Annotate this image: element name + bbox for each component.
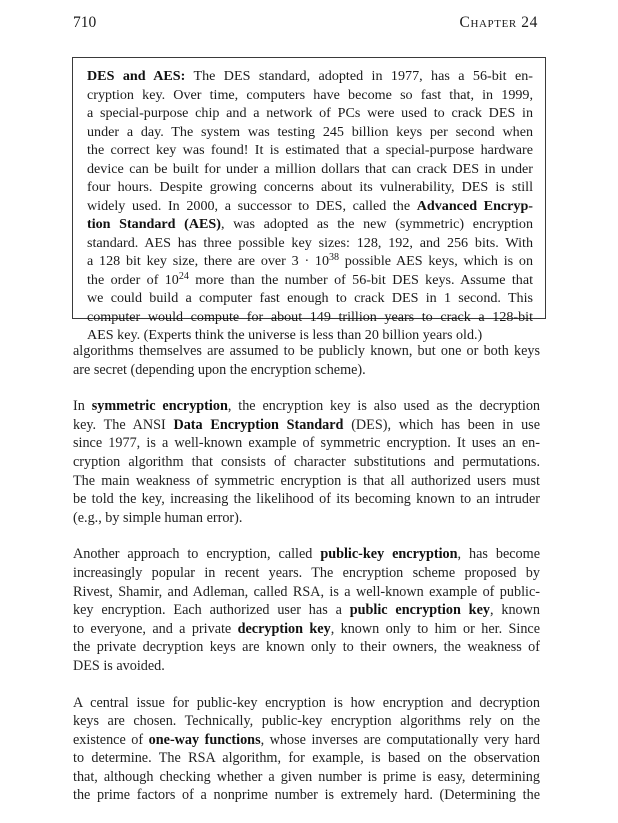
text-line	[87, 160, 533, 179]
text-run: DES is avoided.	[73, 657, 165, 674]
text-run: a special-purpose chip and a network of PCs were used to crack DES in	[87, 105, 533, 121]
text-line	[73, 657, 540, 676]
text-line	[87, 234, 533, 253]
text-run: cryption algorithm that consists of character substitutions and permutations.	[73, 453, 540, 470]
bold-term: decryption key	[237, 620, 331, 637]
text-line	[73, 620, 540, 639]
paragraph	[73, 545, 540, 675]
text-run: standard. AES has three possible key sizes: 128, 192, and 256 bits. With	[87, 234, 533, 251]
text-line	[73, 694, 540, 713]
text-run: widely used. In 2000, a successor to DES, called the	[87, 197, 417, 214]
text-run: , the encryption key is also used as the decryption	[227, 398, 541, 415]
body-text	[73, 342, 540, 823]
page-header	[73, 14, 538, 36]
text-line	[73, 397, 540, 416]
text-line	[73, 434, 540, 453]
text-run: The DES standard, adopted in 1977, has a 56-bit en-	[185, 68, 533, 84]
text-line	[87, 197, 533, 216]
text-run: four hours. Despite growing concerns about its vulnerability, DES is still	[87, 179, 533, 195]
text-run: key. The ANSI	[73, 416, 174, 433]
text-line	[73, 545, 540, 564]
text-run: the order of 10	[87, 271, 179, 288]
text-run: the correct key was found! It is estimated that a special-purpose hardware	[87, 142, 533, 158]
text-line	[73, 786, 540, 805]
text-line	[73, 342, 540, 361]
text-line	[73, 564, 540, 583]
text-run: Another approach to encryption, called	[73, 546, 321, 563]
text-run: to determine. The RSA algorithm, for example, is based on the observation	[73, 750, 540, 767]
paragraph	[73, 342, 540, 379]
text-run: A central issue for public-key encryption is how encryption and decryption	[73, 694, 540, 711]
text-run: Rivest, Shamir, and Adleman, called RSA, is a well-known example of public-	[73, 583, 540, 600]
text-run: (e.g., by simple human error).	[73, 509, 243, 526]
text-run: the prime factors of a nonprime number is extremely hard. (Determining the	[73, 787, 540, 804]
bold-term: one-way functions	[148, 731, 261, 748]
chapter-label: Chapter 24	[459, 14, 538, 31]
bold-term: symmetric encryption	[91, 398, 228, 415]
text-line	[87, 67, 533, 86]
text-line	[73, 472, 540, 491]
text-run: increasingly popular in recent years. The encryption scheme proposed by	[73, 564, 540, 581]
des-aes-sidebar-box	[72, 57, 546, 343]
text-line	[87, 141, 533, 160]
text-line	[73, 583, 540, 602]
text-run: cryption key. Over time, computers have become so fast that, in 1999,	[87, 86, 533, 103]
text-run: more than the number of 56-bit DES keys. Assume that	[188, 271, 533, 288]
text-run: algorithms themselves are assumed to be publicly known, but one or both keys	[73, 343, 540, 359]
text-run: we could build a computer fast enough to crack DES in 1 second. This	[87, 290, 533, 306]
text-run: , known	[489, 602, 540, 619]
text-line	[87, 252, 533, 271]
text-run: key encryption. Each authorized user has a	[73, 602, 350, 619]
text-run: , known only to him or her. Since	[330, 620, 541, 637]
text-line	[73, 638, 540, 657]
text-line	[73, 509, 540, 528]
text-run: since 1977, is a well-known example of symmetric encryption. It uses an en-	[73, 435, 540, 452]
text-run: are secret (depending upon the encryption scheme).	[73, 361, 366, 378]
exponent: 24	[178, 270, 189, 282]
text-run: , whose inverses are computationally very hard	[260, 731, 540, 748]
text-run: that, although checking whether a given number is prime is easy, determining	[73, 768, 540, 785]
text-line	[87, 215, 533, 234]
text-run: , was adopted as the new (symmetric) encryption	[220, 216, 533, 232]
text-line	[73, 768, 540, 787]
text-line	[87, 104, 533, 123]
text-line	[73, 490, 540, 509]
text-line	[73, 731, 540, 750]
text-run: In	[73, 398, 92, 415]
text-line	[87, 86, 533, 105]
text-run: the private decryption keys are known only to their owners, the weakness of	[73, 639, 540, 656]
text-run: be told the key, increasing the likelihood of its becoming known to an intruder	[73, 491, 540, 508]
paragraph	[73, 694, 540, 806]
text-line	[73, 361, 540, 380]
text-line	[87, 308, 533, 327]
text-run: AES key. (Experts think the universe is less than 20 billion years old.)	[87, 327, 483, 343]
bold-term: tion Standard (AES)	[87, 216, 221, 232]
page-number: 710	[73, 14, 97, 31]
text-run: to everyone, and a private	[73, 620, 238, 637]
paragraph	[73, 397, 540, 527]
text-run: The main weakness of symmetric encryption is that all authorized users must	[73, 472, 540, 489]
bold-term: Advanced Encryp-	[416, 197, 533, 214]
text-run: (DES), which has been in use	[343, 416, 540, 433]
text-line	[73, 749, 540, 768]
exponent: 38	[329, 252, 340, 263]
bold-term: public encryption key	[349, 602, 490, 619]
text-run: possible AES keys, which is on	[339, 253, 533, 269]
bold-term: Data Encryption Standard	[173, 416, 344, 433]
bold-term: public-key encryption	[320, 546, 458, 563]
text-line	[73, 712, 540, 731]
text-line	[87, 271, 533, 290]
text-run: , has become	[457, 546, 540, 563]
text-line	[73, 416, 540, 435]
text-run: device can be built for under a million dollars that can crack DES in under	[87, 160, 533, 177]
text-run: a 128 bit key size, there are over 3 · 10	[87, 253, 330, 269]
text-run: existence of	[73, 731, 149, 748]
text-line	[87, 289, 533, 308]
text-line	[73, 453, 540, 472]
text-run: under a day. The system was testing 245 billion keys per second when	[87, 123, 533, 140]
text-line	[87, 178, 533, 197]
bold-term: DES and AES:	[87, 68, 186, 84]
text-line	[73, 601, 540, 620]
text-line	[87, 123, 533, 142]
text-run: keys are chosen. Technically, public-key encryption algorithms rely on the	[73, 713, 540, 730]
text-run: computer would compute for about 149 trillion years to crack a 128-bit	[87, 308, 533, 325]
